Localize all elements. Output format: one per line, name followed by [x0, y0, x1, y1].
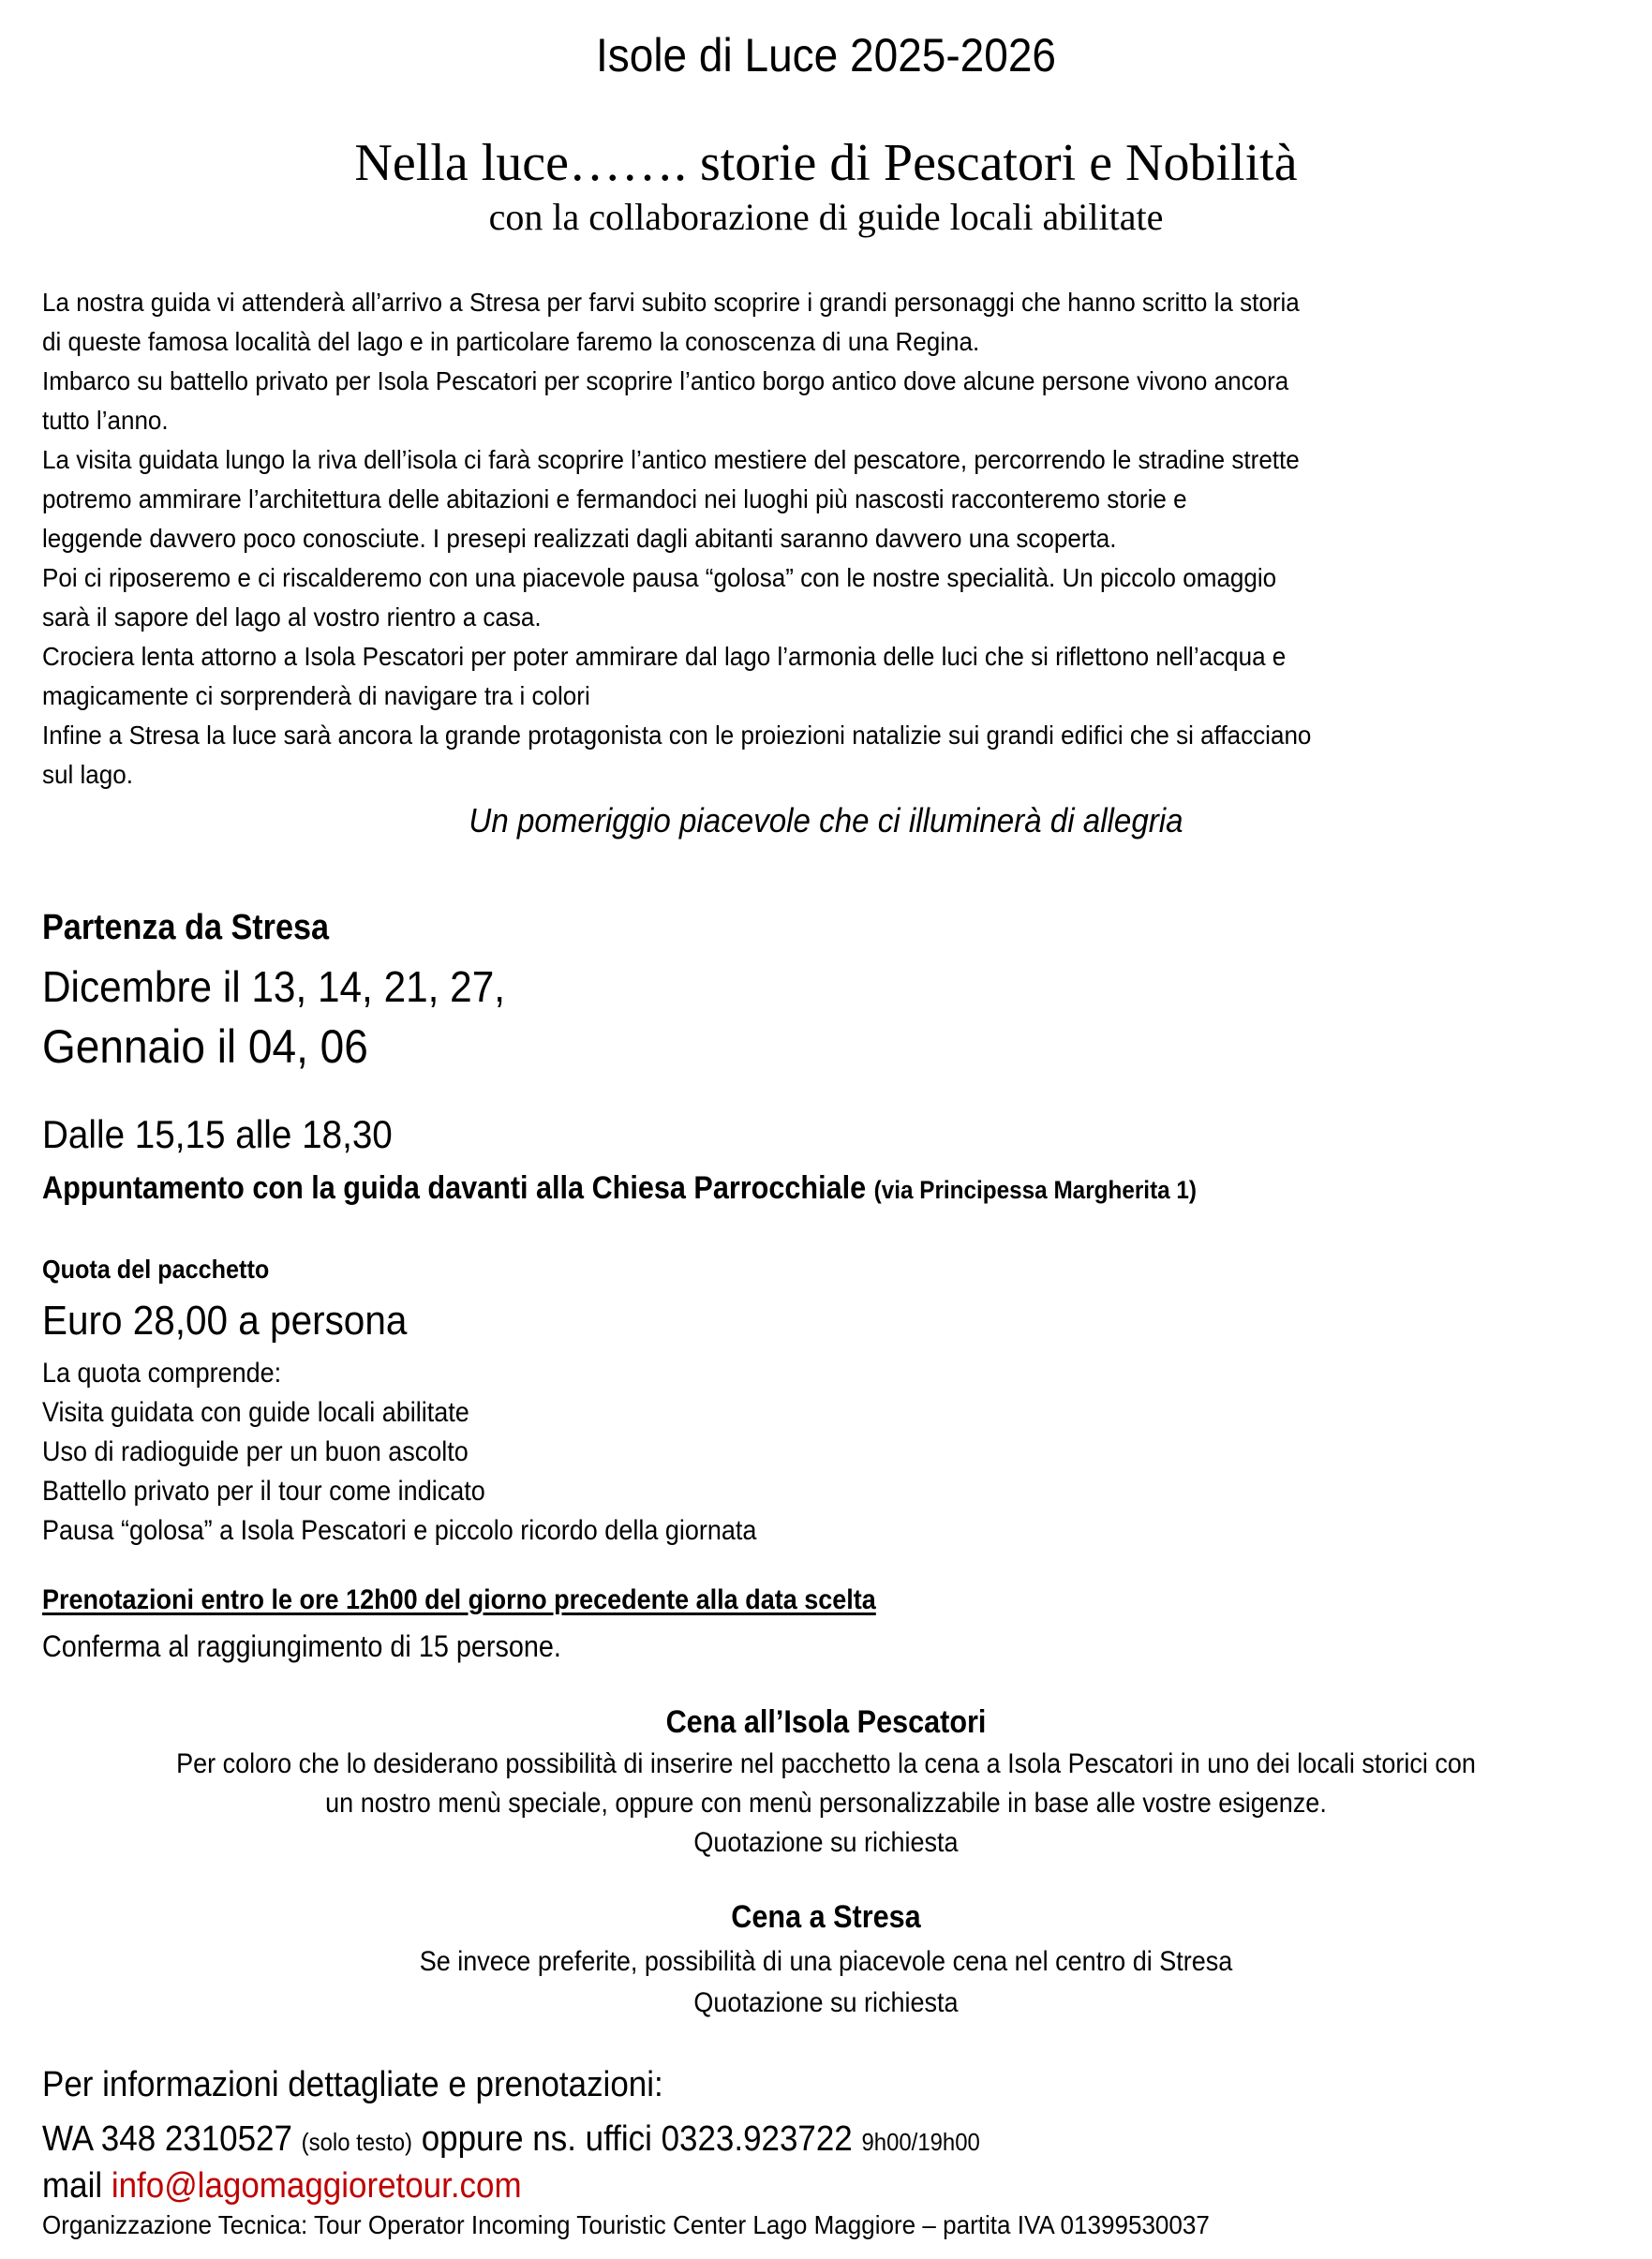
- dinner-stresa-heading: Cena a Stresa: [731, 1899, 921, 1935]
- dinner-stresa-line: Se invece preferite, possibilità di una piacevole cena nel centro di Stresa: [419, 1946, 1233, 1977]
- office-hours: 9h00/19h00: [861, 2128, 980, 2156]
- subtitle-collaboration: con la collaborazione di guide locali abilitate: [488, 196, 1164, 238]
- contact-phones: [42, 2121, 980, 2157]
- contact-heading: Per informazioni dettagliate e prenotazioni:: [42, 2065, 663, 2104]
- intro-line: Imbarco su battello privato per Isola Pescatori per scoprire l’antico borgo antico dove alcune persone vivono ancora: [42, 366, 1289, 395]
- includes-label: La quota comprende:: [42, 1358, 282, 1389]
- page-title: Isole di Luce 2025-2026: [595, 29, 1057, 82]
- dates-january: Gennaio il 04, 06: [42, 1020, 368, 1073]
- footer-organization: Organizzazione Tecnica: Tour Operator Incoming Touristic Center Lago Maggiore – partita IVA 01399530037: [42, 2210, 1210, 2239]
- dinner-island-line: Per coloro che lo desiderano possibilità di inserire nel pacchetto la cena a Isola Pescatori in uno dei locali storici con: [176, 1748, 1476, 1779]
- package-heading: Quota del pacchetto: [42, 1255, 270, 1284]
- dinner-island-line: un nostro menù speciale, oppure con menù personalizzabile in base alle vostre esigenze.: [325, 1788, 1327, 1819]
- time-range: Dalle 15,15 alle 18,30: [42, 1112, 393, 1156]
- intro-line: sul lago.: [42, 760, 133, 789]
- intro-line: tutto l’anno.: [42, 406, 169, 435]
- subtitle: Nella luce……. storie di Pescatori e Nobilità: [354, 134, 1298, 192]
- whatsapp-number[interactable]: WA 348 2310527: [42, 2119, 292, 2159]
- dates-december: Dicembre il 13, 14, 21, 27,: [42, 962, 505, 1011]
- includes-item: Visita guidata con guide locali abilitate: [42, 1397, 469, 1428]
- includes-item: Pausa “golosa” a Isola Pescatori e piccolo ricordo della giornata: [42, 1515, 757, 1546]
- mail-label: mail: [42, 2166, 103, 2206]
- intro-line: leggende davvero poco conosciute. I presepi realizzati dagli abitanti saranno davvero una scoperta.: [42, 524, 1117, 553]
- intro-line: sarà il sapore del lago al vostro rientro a casa.: [42, 602, 542, 632]
- intro-line: magicamente ci sorprenderà di navigare tra i colori: [42, 681, 590, 710]
- tagline: Un pomeriggio piacevole che ci illuminerà di allegria: [469, 801, 1183, 840]
- intro-line: potremo ammirare l’architettura delle abitazioni e fermandoci nei luoghi più nascosti racconteremo storie e: [42, 484, 1187, 513]
- meeting-address: (via Principessa Margherita 1): [873, 1176, 1198, 1204]
- booking-confirmation: Conferma al raggiungimento di 15 persone.: [42, 1629, 561, 1663]
- includes-item: Uso di radioguide per un buon ascolto: [42, 1436, 469, 1467]
- booking-deadline: Prenotazioni entro le ore 12h00 del giorno precedente alla data scelta: [42, 1584, 876, 1615]
- meeting-point: [42, 1172, 1197, 1204]
- dinner-island-heading: Cena all’Isola Pescatori: [665, 1704, 987, 1740]
- departure-heading: Partenza da Stresa: [42, 908, 330, 947]
- intro-line: La nostra guida vi attenderà all’arrivo a Stresa per farvi subito scoprire i grandi personaggi che hanno scritto la storia: [42, 288, 1300, 317]
- intro-line: La visita guidata lungo la riva dell’isola ci farà scoprire l’antico mestiere del pescatore, percorrendo le stradine strette: [42, 445, 1300, 474]
- includes-item: Battello privato per il tour come indicato: [42, 1476, 485, 1507]
- intro-line: Poi ci riposeremo e ci riscalderemo con una piacevole pausa “golosa” con le nostre specialità. Un piccolo omaggio: [42, 563, 1277, 592]
- package-price: Euro 28,00 a persona: [42, 1298, 408, 1344]
- dinner-island-quote: Quotazione su richiesta: [693, 1827, 959, 1858]
- intro-line: Infine a Stresa la luce sarà ancora la grande protagonista con le proiezioni natalizie sui grandi edifici che si affacciano: [42, 721, 1312, 750]
- intro-line: Crociera lenta attorno a Isola Pescatori per poter ammirare dal lago l’armonia delle luci che si riflettono nell’acqua e: [42, 642, 1287, 671]
- intro-line: di queste famosa località del lago e in particolare faremo la conoscenza di una Regina.: [42, 327, 980, 356]
- office-phone[interactable]: oppure ns. uffici 0323.923722: [421, 2119, 853, 2159]
- contact-mail: [42, 2168, 522, 2204]
- meeting-point-text: Appuntamento con la guida davanti alla Chiesa Parrocchiale: [42, 1170, 867, 1206]
- email-link[interactable]: info@lagomaggioretour.com: [111, 2166, 522, 2206]
- whatsapp-note: (solo testo): [301, 2128, 412, 2156]
- dinner-stresa-quote: Quotazione su richiesta: [693, 1987, 959, 2018]
